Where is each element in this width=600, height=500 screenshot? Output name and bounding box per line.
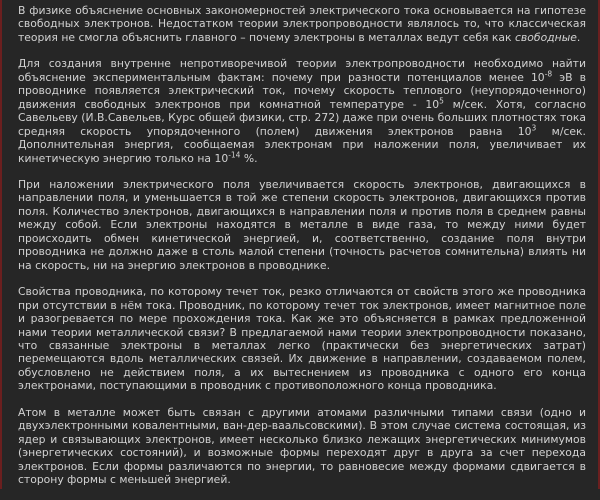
paragraph-4: Свойства проводника, по которому течет ток, резко отличаются от свойств этого же проводника при отсутствии в нём тока. Проводник, по которому течет ток электронов, имеет магнитное поле и разогревается по мере прохождения тока. Как же это объясняется в рамках предложенной нами теории металлической связи? В предлагаемой нами теории электропроводности показано, что связанные электроны в металлах легко (практически без энергетических затрат) перемещаются вдоль металлических связей. Их движение в направлении, создаваемом полем, обусловлено не действием поля, а их вытеснением из проводника с одного его конца электронами, поступающими в проводник с противоположного конца проводника. (18, 285, 586, 393)
paragraph-2-text-a: Для создания внутренне непротиворечивой теории электропроводности необходимо найти объяснение экспериментальным фактам: почему при разности потенциалов менее 10 (18, 57, 586, 84)
exponent-3: 3 (531, 123, 537, 133)
paragraph-2-text-d: м/сек. Дополнительная энергия, сообщаемая электронам при наложении поля, увеличивает их кинетическую энергию только на 10 (18, 124, 586, 165)
article-body (18, 4, 586, 500)
paragraph-2-text-b: эВ в проводнике появляется электрический ток, почему скорость теплового (неупорядоченного) движения свободных электронов при комнатной температуре - 10 (18, 70, 587, 111)
paragraph-5: Атом в металле может быть связан с другими атомами различными типами связи (одно и двухэлектронными ковалентными, ван-дер-ваальсовскими). В этом случае система состоящая, из ядер и связывающих электронов, имеет несколько близко лежащих энергетических минимумов (энергетических состояний), и возможные формы переходят друг в друга за счет перехода электронов. Если формы различаются по энергии, то равновесие между формами сдвигается в сторону формы с меньшей энергией. (18, 405, 586, 487)
exponent-5: 5 (439, 96, 444, 106)
paragraph-1 (18, 4, 586, 44)
paragraph-2-text-e: %. (240, 151, 258, 165)
exponent-minus-8: -8 (544, 69, 553, 79)
paragraph-2 (18, 57, 586, 165)
exponent-minus-14: -14 (228, 149, 241, 159)
paragraph-1-end: . (576, 30, 581, 44)
paragraph-3: При наложении электрического поля увеличивается скорость электронов, двигающихся в направлении поля, и уменьшается в той же степени скорость электронов, двигающихся против поля. Количество электронов, двигающихся в направлении поля и против поля в среднем равны между собой. Если электроны находятся в металле в виде газа, то между ними будет происходить обмен кинетической энергией, и, соответственно, создание поля внутри проводника не должно даже в столь малой степени (точность расчетов сомнительна) влиять ни на скорость, ни на энергию электронов в проводнике. (18, 177, 586, 272)
paragraph-1-text: В физике объяснение основных закономерностей электрического тока основывается на гипотезе свободных электронов. Недостатком теории электропроводности являлось то, что классическая теория не смогла объяснить главного – почему электроны в металлах ведут себя как (18, 4, 586, 44)
paragraph-2-text-c: м/сек. Хотя, согласно Савельеву (И.В.Савельев, Курс общей физики, стр. 272) даже при очень больших плотностях тока средняя скорость упорядоченного (полем) движения электронов равна 10 (18, 97, 587, 138)
emphasis-free: свободные (515, 30, 577, 44)
